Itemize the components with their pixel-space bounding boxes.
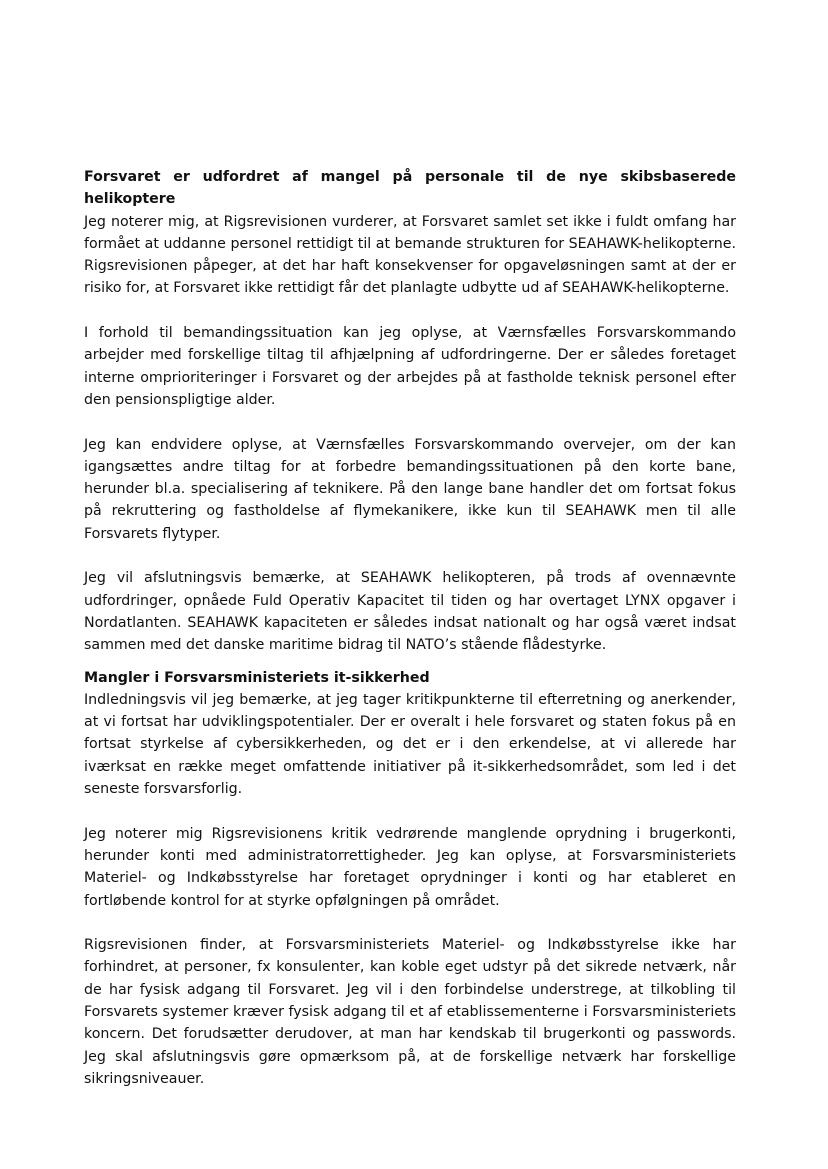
paragraph: Jeg noterer mig, at Rigsrevisionen vurderer, at Forsvaret samlet set ikke i fuldt omfang har formået at uddanne personel rettidigt til at bemande strukturen for SEAHAWK-helikopterne. Rigsrevisionen påpeger, at det har haft konsekvenser for opgaveløsningen samt at der er risiko for, at Forsvaret ikke rettidigt får det planlagte udbytte ud af SEAHAWK-helikopterne. — [84, 213, 736, 297]
paragraph: Indledningsvis vil jeg bemærke, at jeg tager kritikpunkterne til efterretning og anerkender, at vi fortsat har udviklingspotentialer. Der er overalt i hele forsvaret og staten fokus på en fortsat styrkelse af cybersikkerheden, og det er i den erkendelse, at vi allerede har iværksat en række meget omfattende initiativer på it-sikkerhedsområdet, som led i det seneste forsvarsforlig. — [84, 691, 736, 798]
section-heading-it-security: Mangler i Forsvarsministeriets it-sikkerhed — [84, 669, 430, 686]
paragraph: Jeg noterer mig Rigsrevisionens kritik vedrørende manglende oprydning i brugerkonti, herunder konti med administratorrettigheder. Jeg kan oplyse, at Forsvarsministeriets Materiel- og Indkøbsstyrelse har foretaget oprydninger i konti og har etableret en fortløbende kontrol for at styrke opfølgningen på området. — [84, 825, 736, 909]
section-heading-seahawk: Forsvaret er udfordret af mangel på personale til de nye skibsbaserede helikoptere — [84, 169, 736, 208]
paragraph: Jeg vil afslutningsvis bemærke, at SEAHAWK helikopteren, på trods af ovennævnte udfordringer, opnåede Fuld Operativ Kapacitet til tiden og har overtaget LYNX opgaver i Nordatlanten. SEAHAWK kapaciteten er således indsat nationalt og har også været indsat sammen med det danske maritime bidrag til NATO’s stående flådestyrke. — [84, 570, 736, 654]
paragraph: Rigsrevisionen finder, at Forsvarsministeriets Materiel- og Indkøbsstyrelse ikke har forhindret, at personer, fx konsulenter, kan koble eget udstyr på det sikrede netværk, når de har fysisk adgang til Forsvaret. Jeg vil i den forbindelse understrege, at tilkobling til Forsvarets systemer kræver fysisk adgang til et af etablissementerne i Forsvarsministeriets koncern. Det forudsætter derudover, at man har kendskab til brugerkonti og passwords. Jeg skal afslutningsvis gøre opmærksom på, at de forskellige netværk har forskellige sikringsniveauer. — [84, 937, 736, 1087]
document-page — [84, 166, 736, 1112]
paragraph: I forhold til bemandingssituation kan jeg oplyse, at Værnsfælles Forsvarskommando arbejder med forskellige tiltag til afhjælpning af udfordringerne. Der er således foretaget interne omprioriteringer i Forsvaret og der arbejdes på at fastholde teknisk personel efter den pensionspligtige alder. — [84, 325, 736, 408]
paragraph: Jeg kan endvidere oplyse, at Værnsfælles Forsvarskommando overvejer, om der kan igangsættes andre tiltag for at forbedre bemandingssituationen på den korte bane, herunder bl.a. specialisering af teknikere. På den lange bane handler det om fortsat fokus på rekruttering og fastholdelse af flymekanikere, ikke kun til SEAHAWK men til alle Forsvarets flytyper. — [84, 436, 736, 542]
